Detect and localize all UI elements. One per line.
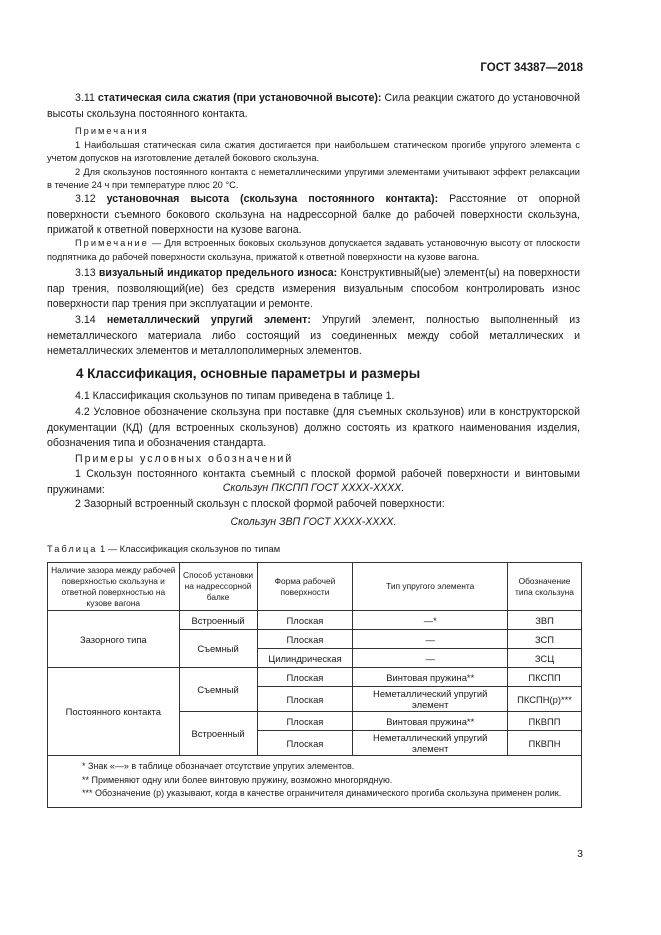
example-2-code: Скользун ЗВП ГОСТ ХХХХ-ХХХХ. [230, 516, 397, 528]
cell-surface: Плоская [257, 731, 353, 756]
clause-4-2: 4.2 Условное обозначение скользуна при поставке (для съемных скользунов) или в конструкторской документации (КД) (для встроенных скользунов) должно состоять из краткого наименования изделия, обозначения типа и обозначения стандарта. [47, 406, 580, 450]
note-title: Примечание [75, 238, 149, 248]
examples-title: Примеры условных обозначений [75, 453, 294, 465]
col-header-surface: Форма рабочей поверхности [257, 563, 353, 611]
cell-elastic: Винтовая пружина** [353, 668, 508, 687]
cell-elastic: — [353, 649, 508, 668]
clause-number: 3.12 [75, 193, 96, 205]
cell-elastic: Винтовая пружина** [353, 712, 508, 731]
clause-term: визуальный индикатор предельного износа: [98, 267, 338, 279]
cell-surface: Плоская [257, 712, 353, 731]
cell-surface: Плоская [257, 611, 353, 630]
col-header-gap: Наличие зазора между рабочей поверхностью скользуна и ответной поверхностью на кузове вагона [48, 563, 180, 611]
cell-surface: Плоская [257, 630, 353, 649]
note-1: 1 Наибольшая статическая сила сжатия достигается при наибольшем статическом прогибе упругого элемента с учетом допусков на изготовление деталей бокового скользуна. [47, 139, 580, 164]
standard-header: ГОСТ 34387—2018 [480, 62, 583, 74]
clause-term: установочная высота (скользуна постоянного контакта): [106, 193, 439, 205]
cell-elastic: — [353, 630, 508, 649]
clause-3-12 [47, 192, 580, 239]
cell-mounting: Съемный [179, 668, 257, 712]
example-2: 2 Зазорный встроенный скользун с плоской формой рабочей поверхности: [75, 498, 445, 510]
clause-term: статическая сила сжатия (при установочной высоте): [97, 92, 382, 104]
cell-elastic: Неметаллический упругий элемент [353, 687, 508, 712]
note-2: 2 Для скользунов постоянного контакта с неметаллическими упругими элементами учитывают эффект релаксации в течение 24 ч при температуре плюс 20 °С. [47, 166, 580, 191]
table-footnotes-row [48, 756, 582, 808]
cell-surface: Плоская [257, 668, 353, 687]
cell-surface: Плоская [257, 687, 353, 712]
col-header-mounting: Способ установки на надрессорной балке [179, 563, 257, 611]
cell-designation: ЗВП [508, 611, 582, 630]
note-block-2 [47, 237, 580, 264]
cell-surface: Цилиндрическая [257, 649, 353, 668]
cell-elastic: Неметаллический упругий элемент [353, 731, 508, 756]
footnote-3: *** Обозначение (р) указывают, когда в качестве ограничителя динамического прогиба скользуна применен ролик. [82, 788, 562, 799]
cell-designation: ЗСП [508, 630, 582, 649]
cell-elastic: —* [353, 611, 508, 630]
example-1: 1 Скользун постоянного контакта съемный с плоской формой рабочей поверхности и винтовыми пружинами: [47, 468, 580, 496]
clause-3-14 [47, 313, 580, 360]
cell-designation: ПКСПП [508, 668, 582, 687]
col-header-designation: Обозначение типа скользуна [508, 563, 582, 611]
clause-4-1: 4.1 Классификация скользунов по типам приведена в таблице 1. [75, 390, 395, 402]
section-4-heading: 4 Классификация, основные параметры и размеры [76, 366, 421, 381]
cell-gap-type: Постоянного контакта [48, 668, 180, 756]
clause-3-11 [47, 91, 580, 122]
example-1-code: Скользун ПКСПП ГОСТ ХХХХ-ХХХХ. [222, 482, 405, 494]
cell-designation: ЗСЦ [508, 649, 582, 668]
cell-designation: ПКВПП [508, 712, 582, 731]
table-header-row [48, 563, 582, 611]
clause-term: неметаллический упругий элемент: [106, 314, 311, 326]
cell-mounting: Встроенный [179, 611, 257, 630]
clause-number: 3.11 [75, 92, 95, 104]
notes-block-1 [47, 125, 580, 193]
cell-designation: ПКВПН [508, 731, 582, 756]
clause-number: 3.14 [75, 314, 96, 326]
clause-number: 3.13 [75, 267, 96, 279]
clause-text: Упругий элемент, полностью выполненный из неметаллического материала либо состоящий из соединенных между собой металлических и неметаллических элементов и металлополимерных элементов. [47, 314, 580, 358]
table-caption [47, 544, 280, 554]
cell-designation: ПКСПН(р)*** [508, 687, 582, 712]
page-number: 3 [577, 848, 583, 860]
notes-title: Примечания [75, 126, 149, 136]
clause-text: Конструктивный(ые) элемент(ы) на поверхности пар трения, позволяющий(ие) без средств измерения визуальным способом контролировать износ поверхности пар трения при эксплуатации и ремонте. [47, 267, 580, 311]
clause-text: Расстояние от опорной поверхности съемного бокового скользуна на надрессорной балке до рабочей поверхности скользуна, прижатой к ответной поверхности на кузове вагона. [47, 193, 580, 237]
col-header-elastic: Тип упругого элемента [353, 563, 508, 611]
classification-table [47, 562, 582, 808]
table-footnotes [48, 756, 582, 808]
clause-3-13 [47, 266, 580, 313]
table-row [48, 611, 582, 630]
clause-text: Сила реакции сжатого до установочной высоты скользуна постоянного контакта. [47, 92, 580, 120]
note-text: — Для встроенных боковых скользунов допускается задавать установочную высоту от плоскости подпятника до рабочей поверхности скользуна, прижатой к ответной поверхности на кузове вагона. [47, 238, 580, 262]
cell-gap-type: Зазорного типа [48, 611, 180, 668]
footnote-2: ** Применяют одну или более винтовую пружину, возможно многорядную. [82, 774, 393, 785]
table-row [48, 668, 582, 687]
table-caption-text: 1 — Классификация скользунов по типам [97, 544, 281, 554]
footnote-1: * Знак «—» в таблице обозначает отсутствие упругих элементов. [82, 761, 355, 771]
cell-mounting: Съемный [179, 630, 257, 668]
cell-mounting: Встроенный [179, 712, 257, 756]
table-caption-word: Таблица [47, 544, 98, 554]
